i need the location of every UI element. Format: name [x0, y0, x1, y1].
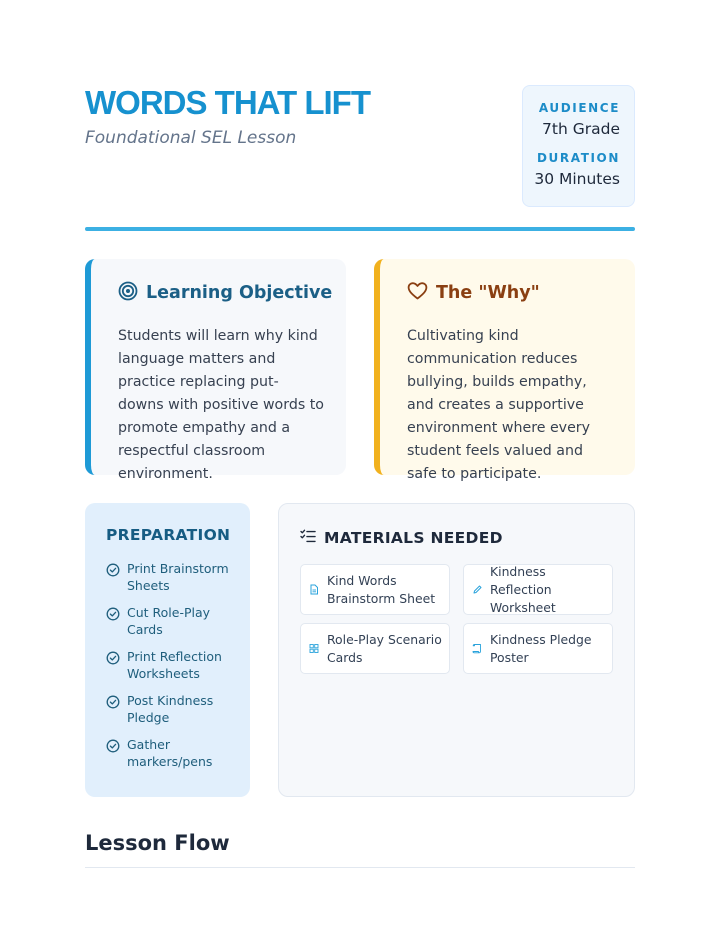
preparation-title: PREPARATION — [106, 526, 231, 544]
preparation-item — [106, 649, 250, 682]
check-circle-icon — [106, 739, 120, 753]
material-label: Kindness Reflection Worksheet — [490, 563, 556, 615]
preparation-item — [106, 693, 250, 726]
preparation-list — [106, 561, 250, 770]
lesson-page — [85, 0, 635, 932]
materials-title: MATERIALS NEEDED — [324, 528, 503, 547]
preparation-item-text: Post Kindness Pledge — [127, 693, 214, 725]
preparation-item — [106, 605, 250, 638]
duration-value: 30 Minutes — [534, 170, 620, 188]
why-title: The "Why" — [436, 283, 540, 303]
preparation-item — [106, 737, 250, 770]
grid-icon — [309, 643, 319, 654]
lesson-flow-heading: Lesson Flow — [85, 831, 230, 855]
audience-label: AUDIENCE — [538, 101, 620, 115]
lesson-flow-divider — [85, 867, 635, 868]
material-label: Kind Words Brainstorm Sheet — [327, 572, 436, 606]
duration-label: DURATION — [537, 151, 620, 165]
preparation-item-text: Print Brainstorm Sheets — [127, 561, 229, 593]
heart-icon — [407, 281, 428, 305]
material-item — [300, 623, 450, 674]
lesson-meta-box — [522, 85, 635, 207]
preparation-item-text: Gather markers/pens — [127, 737, 213, 769]
lesson-title: WORDS THAT LIFT — [85, 84, 370, 121]
check-circle-icon — [106, 695, 120, 709]
check-circle-icon — [106, 607, 120, 621]
material-label: Kindness Pledge Poster — [490, 631, 592, 665]
lesson-subtitle: Foundational SEL Lesson — [85, 128, 297, 148]
material-item — [300, 564, 450, 615]
materials-grid — [300, 564, 614, 674]
material-label: Role-Play Scenario Cards — [327, 631, 442, 665]
target-icon — [118, 281, 138, 305]
learning-objective-card — [85, 259, 346, 482]
check-circle-icon — [106, 563, 120, 577]
scroll-icon — [472, 643, 482, 654]
why-card — [374, 259, 635, 482]
preparation-item-text: Print Reflection Worksheets — [127, 649, 222, 681]
pencil-icon — [472, 584, 482, 595]
learning-objective-text: Students will learn why kind language matters and practice replacing put-downs with positive words to promote empathy and a respectful classroom environment. — [118, 328, 324, 482]
audience-value: 7th Grade — [542, 120, 620, 138]
header-divider — [85, 227, 635, 231]
preparation-item-text: Cut Role-Play Cards — [127, 605, 211, 637]
material-item — [463, 564, 613, 615]
material-item — [463, 623, 613, 674]
checklist-icon — [300, 528, 316, 547]
preparation-panel — [85, 503, 250, 797]
document-icon — [309, 584, 319, 595]
materials-panel — [278, 503, 635, 797]
why-text: Cultivating kind communication reduces bullying, builds empathy, and creates a supportive environment where every student feels valued and safe to participate. — [407, 328, 591, 482]
check-circle-icon — [106, 651, 120, 665]
learning-objective-title: Learning Objective — [146, 283, 333, 303]
preparation-item — [106, 561, 250, 594]
